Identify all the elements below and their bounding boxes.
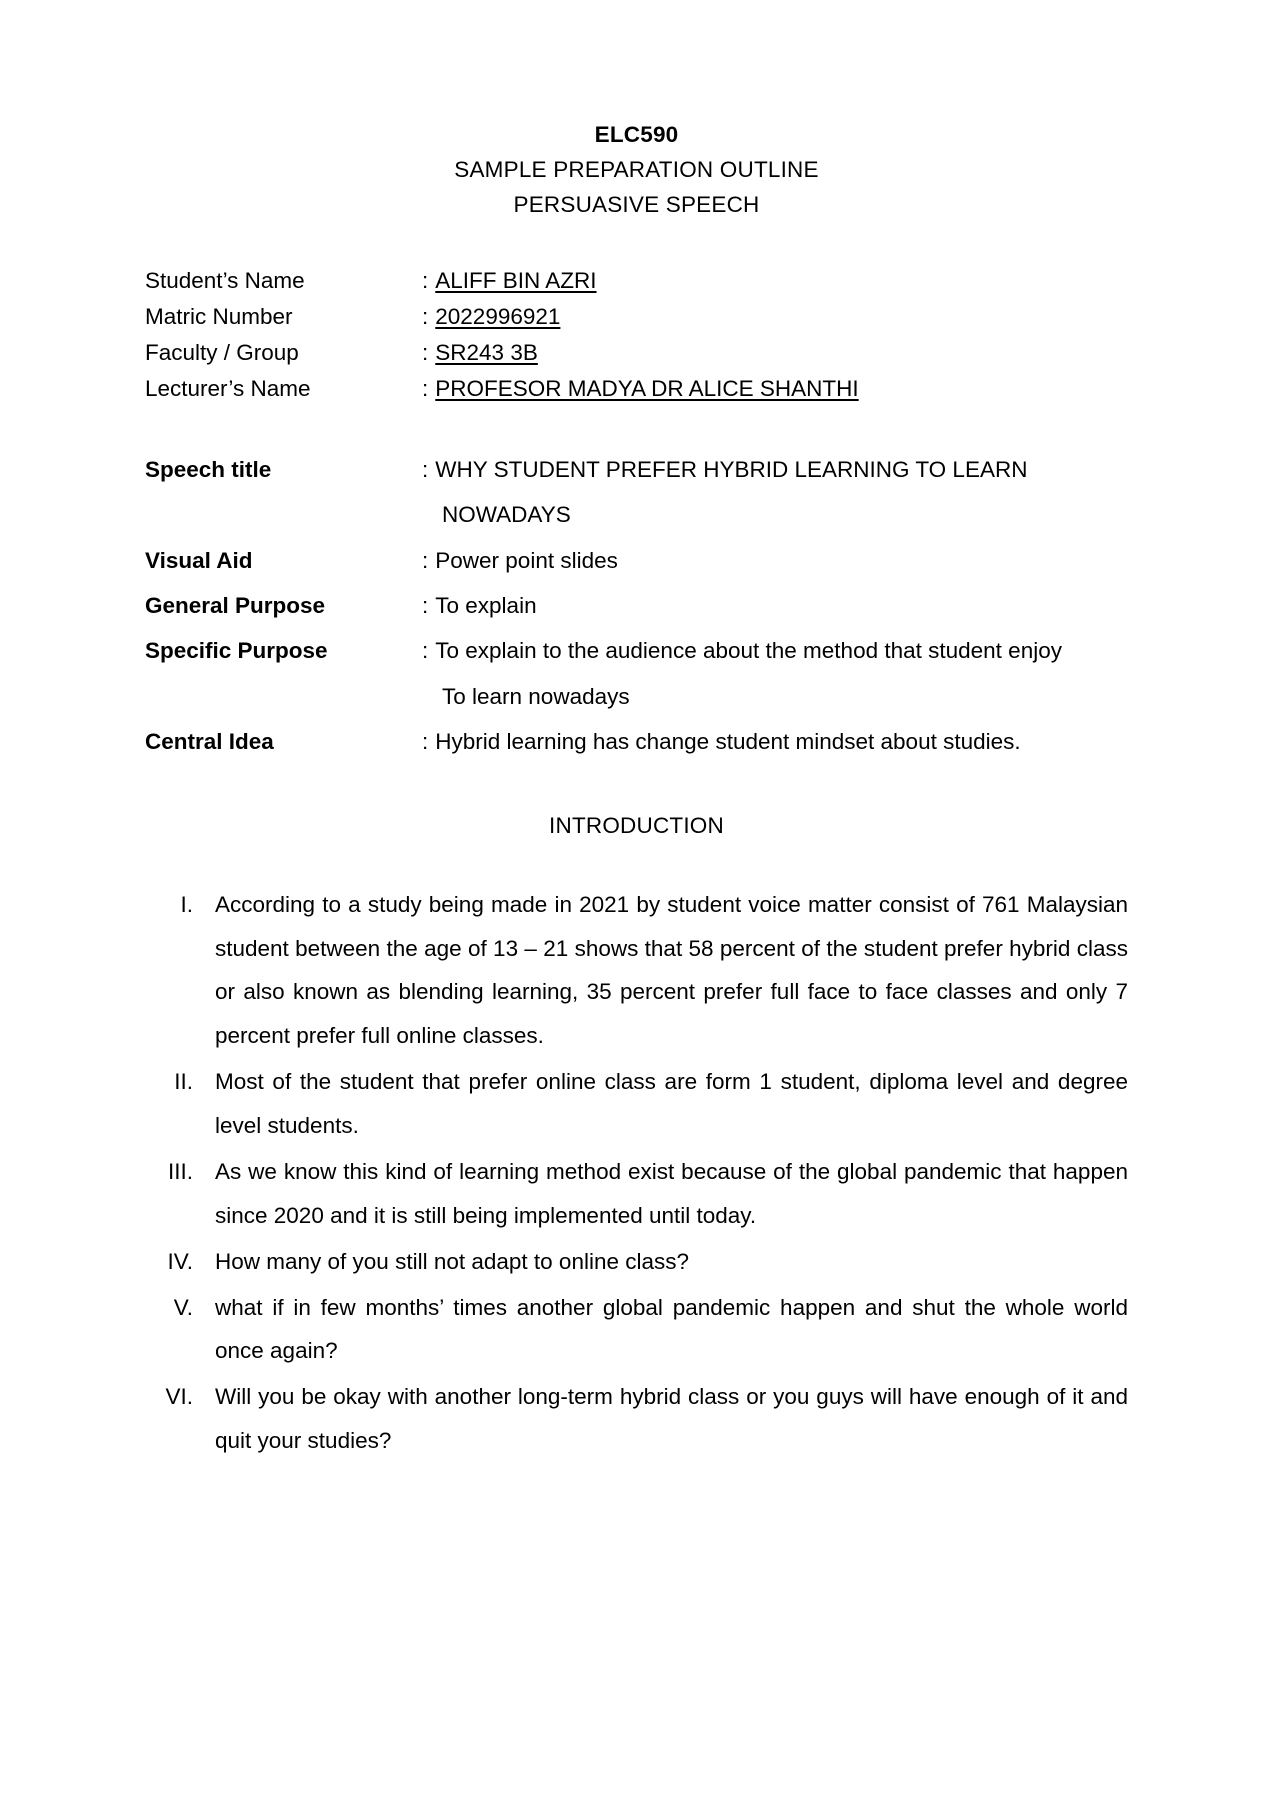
speech-row-specific-purpose <box>145 633 1128 669</box>
specific-purpose-continuation: To learn nowadays <box>442 683 630 709</box>
lecturer-name-text: PROFESOR MADYA DR ALICE SHANTHI <box>435 375 859 401</box>
matric-number-text: 2022996921 <box>435 303 561 329</box>
course-code: ELC590 <box>594 122 679 147</box>
list-item-text: According to a study being made in 2021 by student voice matter consist of 761 Malaysian student between the age of 13 – 21 shows that 58 percent of the student prefer hybrid class or also known as blending learning, 35 percent prefer full face to face classes and only 7 percent prefer full online classes. <box>215 891 1128 1049</box>
list-item-text: How many of you still not adapt to online class? <box>215 1248 690 1274</box>
list-marker: III. <box>167 1158 193 1184</box>
speech-title-continuation-row <box>145 497 1128 533</box>
list-marker: V. <box>173 1294 193 1320</box>
info-row-faculty-group <box>145 335 1128 371</box>
info-value-faculty-group <box>435 335 1128 371</box>
speech-row-central-idea <box>145 724 1128 760</box>
speech-type-line: PERSUASIVE SPEECH <box>513 191 760 217</box>
info-colon: : <box>422 267 429 293</box>
list-marker: II. <box>174 1069 193 1095</box>
student-info-block <box>145 263 1128 407</box>
list-item-text: As we know this kind of learning method exist because of the global pandemic that happen since 2020 and it is still being implemented until today. <box>215 1158 1128 1228</box>
list-item <box>145 883 1128 1059</box>
info-value-lecturer-name <box>435 371 1128 407</box>
info-label-faculty-group: Faculty / Group <box>145 339 299 365</box>
list-item <box>145 1286 1128 1374</box>
speech-label-visual-aid: Visual Aid <box>145 547 253 573</box>
list-marker: IV. <box>167 1248 193 1274</box>
list-item <box>145 1060 1128 1148</box>
list-marker: I. <box>180 891 193 917</box>
info-label-student-name: Student’s Name <box>145 267 305 293</box>
info-value-matric-number <box>435 299 1128 335</box>
speech-details-block <box>145 452 1128 761</box>
list-item <box>145 1240 1128 1284</box>
speech-colon: : <box>422 456 429 482</box>
speech-label-specific-purpose: Specific Purpose <box>145 638 328 664</box>
list-item-text: Most of the student that prefer online class are form 1 student, diploma level and degree level students. <box>215 1069 1128 1139</box>
faculty-group-text: SR243 3B <box>435 339 538 365</box>
speech-label-general-purpose: General Purpose <box>145 592 326 618</box>
speech-label-central-idea: Central Idea <box>145 729 274 755</box>
specific-purpose-continuation-row <box>145 679 1128 715</box>
introduction-list <box>145 883 1128 1463</box>
info-label-matric-number: Matric Number <box>145 303 293 329</box>
info-row-lecturer-name <box>145 371 1128 407</box>
info-label-lecturer-name: Lecturer’s Name <box>145 375 311 401</box>
speech-colon: : <box>422 638 429 664</box>
list-item-text: what if in few months’ times another global pandemic happen and shut the whole world once again? <box>215 1294 1128 1364</box>
info-row-student-name <box>145 263 1128 299</box>
speech-row-speech-title <box>145 452 1128 488</box>
speech-label-speech-title: Speech title <box>145 456 272 482</box>
speech-title-continuation: NOWADAYS <box>442 502 571 528</box>
speech-colon: : <box>422 592 429 618</box>
list-item <box>145 1375 1128 1463</box>
layout-spacer <box>145 497 422 533</box>
speech-colon: : <box>422 729 429 755</box>
speech-value-general-purpose: To explain <box>435 592 537 618</box>
info-colon: : <box>422 303 429 329</box>
list-item-text: Will you be okay with another long-term hybrid class or you guys will have enough of it and quit your studies? <box>215 1384 1128 1454</box>
info-colon: : <box>422 339 429 365</box>
speech-value-speech-title: WHY STUDENT PREFER HYBRID LEARNING TO LEARN <box>435 456 1028 482</box>
speech-value-central-idea: Hybrid learning has change student mindset about studies. <box>435 729 1021 755</box>
student-name-text: ALIFF BIN AZRI <box>435 267 597 293</box>
speech-row-general-purpose <box>145 588 1128 624</box>
speech-row-visual-aid <box>145 543 1128 579</box>
list-item <box>145 1150 1128 1238</box>
introduction-heading: INTRODUCTION <box>549 812 724 838</box>
info-colon: : <box>422 375 429 401</box>
layout-spacer <box>145 679 422 715</box>
speech-colon: : <box>422 547 429 573</box>
speech-value-specific-purpose: To explain to the audience about the method that student enjoy <box>435 638 1062 664</box>
info-row-matric-number <box>145 299 1128 335</box>
document-header <box>145 118 1128 223</box>
speech-value-visual-aid: Power point slides <box>435 547 618 573</box>
document-type-line: SAMPLE PREPARATION OUTLINE <box>454 156 819 182</box>
info-value-student-name <box>435 263 1128 299</box>
list-marker: VI. <box>165 1384 193 1410</box>
